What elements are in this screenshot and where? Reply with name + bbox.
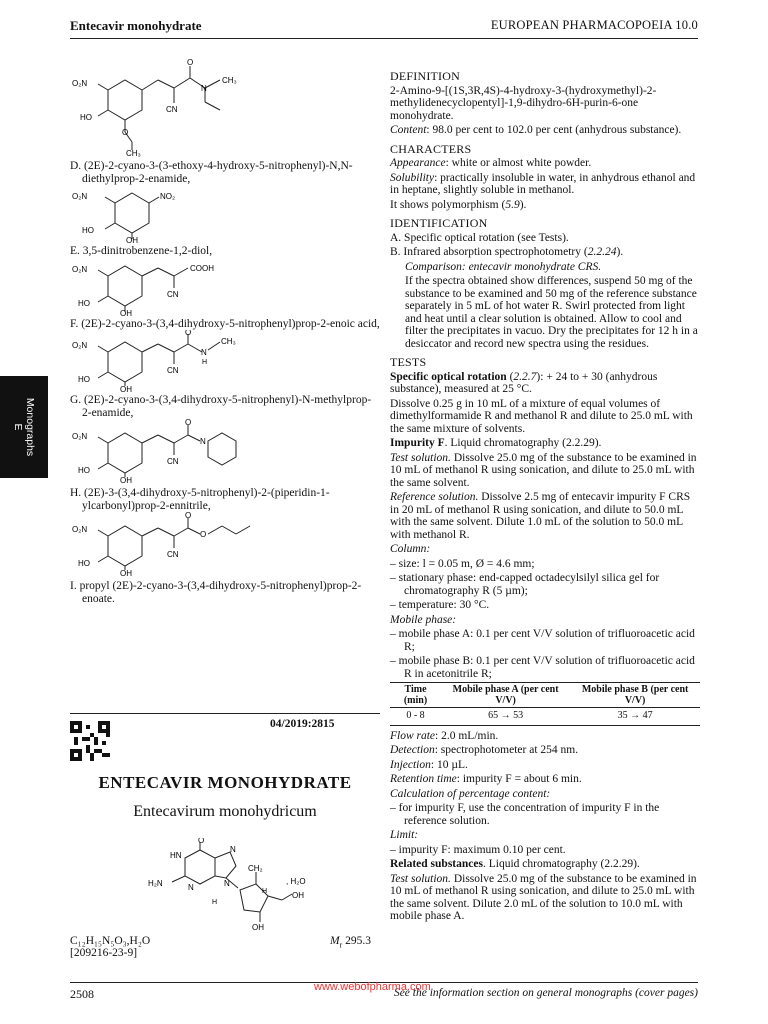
left-column [70, 58, 380, 605]
oh-label: OH [126, 236, 138, 243]
oh-label: OH [252, 923, 264, 930]
publication-title: EUROPEAN PHARMACOPOEIA 10.0 [490, 18, 698, 32]
comparison-text: : entecavir monohydrate CRS. [461, 260, 602, 273]
oh-label: OH [292, 891, 304, 900]
sor-dissolve: Dissolve 0.25 g in 10 mL of a mixture of equal volumes of dimethylformamide R and methanol R and dilute to 25.0 mL with the same mixture of solvents. [390, 397, 693, 435]
column-size: – size: l = 0.05 m, Ø = 4.6 mm; [390, 557, 535, 570]
content-label: Content [390, 124, 427, 136]
identification-b-ref[interactable]: 2.2.24 [587, 246, 617, 258]
structure-impurity-e [70, 185, 380, 243]
cooh-label: COOH [190, 263, 214, 273]
column-label: Column: [390, 543, 431, 555]
mr-value: 295.3 [342, 935, 372, 947]
right-column [390, 70, 700, 925]
injection-text: : 10 µL. [430, 758, 468, 771]
mr-subscript: r [339, 940, 343, 950]
n-label: N [230, 845, 236, 854]
impurity-i-caption: I. propyl (2E)-2-cyano-3-(3,4-dihydroxy-5-nitrophenyl)prop-2-enoate. [70, 580, 362, 605]
impurity-d-caption: D. (2E)-2-cyano-3-(3-ethoxy-4-hydroxy-5-nitrophenyl)-N,N-diethylprop-2-enamide, [70, 160, 353, 185]
ch3-label: CH₃ [126, 149, 141, 158]
section-tab-letter: E [12, 423, 24, 431]
cas-number: [209216-23-9] [70, 947, 138, 959]
calculation-item: – for impurity F, use the concentration of impurity F in the reference solution. [390, 802, 660, 827]
o-label: O [187, 58, 194, 67]
cn-label: CN [167, 366, 179, 375]
test-solution-related [390, 873, 700, 923]
mobile-phase-label-text: Mobile phase [390, 613, 453, 626]
related-substances-text: . Liquid chromatography (2.2.29). [482, 858, 640, 870]
oh-label: OH [120, 308, 132, 316]
flow-rate [390, 730, 700, 743]
footer-note: See the information section on general monographs (cover pages) [393, 987, 698, 999]
oh-label: OH [120, 569, 132, 578]
comparison-label: Comparison [405, 260, 462, 273]
sor-label: Specific optical rotation [390, 370, 507, 383]
test-solution-label: Test solution. [390, 451, 451, 464]
gradient-table [390, 682, 700, 726]
mobile-phase-a: – mobile phase A: 0.1 per cent V/V solution of trifluoroacetic acid R; [390, 628, 695, 653]
ho-label: HO [78, 298, 90, 308]
o2n-label: O₂N [72, 525, 88, 534]
structure-entecavir [140, 838, 340, 930]
n-label: N [200, 437, 206, 446]
comparison-line [405, 261, 700, 274]
table-row [390, 708, 700, 726]
n-label: N [224, 879, 230, 888]
monograph-latin-name: Entecavirum monohydricum [133, 803, 317, 820]
o2n-label: O₂N [72, 432, 88, 441]
appearance-label: Appearance [390, 157, 446, 169]
molecular-formula: C₁₂H₁₅N₅O₃,H₂O [70, 935, 151, 947]
polymorphism-ref[interactable]: 5.9 [505, 198, 520, 211]
oh-label: OH [120, 385, 132, 392]
nh-label: H [202, 359, 208, 366]
test-solution-text: Dissolve 25.0 mg of the substance to be examined in 10 mL of methanol R using sonication, and dilute to 25.0 mL with the same solvent. [390, 451, 697, 489]
section-tab-label: Monographs [24, 397, 36, 457]
o-label: O [185, 512, 192, 520]
impurity-f-label: Impurity F [390, 437, 445, 449]
o-label: O [200, 530, 207, 539]
o2n-label: O₂N [72, 192, 88, 201]
structure-impurity-i [70, 512, 380, 578]
no2-label: NO₂ [160, 192, 176, 201]
test-solution-related-text: Dissolve 25.0 mg of the substance to be examined in 10 mL of methanol R using sonication, and dilute to 25.0 mL with the same solvent. Dilute 2.0 mL of the solution to 10.0 mL with mobile phase A. [390, 872, 697, 922]
impurity-f-caption: F. (2E)-2-cyano-3-(3,4-dihydroxy-5-nitrophenyl)prop-2-enoic acid, [70, 317, 380, 330]
mobile-phase-label: Mobile phase: [390, 613, 457, 626]
content-line [390, 124, 700, 137]
ch3-label: CH₃ [221, 337, 236, 346]
page-number: 2508 [70, 987, 94, 1001]
solubility-line [390, 172, 700, 197]
sor-ref[interactable]: 2.2.7 [513, 370, 537, 383]
identification-b-close: ). [616, 246, 624, 258]
solubility-text: : practically insoluble in water, in anhydrous ethanol and in heptane, slightly soluble in methanol. [390, 171, 696, 196]
limit-label-text: Limit [390, 829, 415, 841]
polymorphism-text: It shows polymorphism ( [390, 198, 506, 211]
detection-label: Detection [390, 744, 435, 756]
retention-time-text: : impurity F = about 6 min. [456, 773, 582, 785]
calculation-label-text: Calculation of percentage content [390, 787, 547, 800]
header-rule [70, 38, 698, 39]
identification-a: A. Specific optical rotation (see Tests). [390, 231, 569, 244]
reference-solution-label: Reference solution. [390, 491, 479, 503]
related-substances-label: Related substances [390, 858, 483, 870]
limit-label: Limit: [390, 829, 419, 841]
cn-label: CN [167, 550, 179, 559]
definition-text: 2-Amino-9-[(1S,3R,4S)-4-hydroxy-3-(hydroxymethyl)-2-methylidenecyclopentyl]-1,9-dihydro-6H-purin-6-one monohydrate. [390, 84, 657, 122]
cn-label: CN [167, 289, 179, 299]
gradient-table-header [390, 683, 700, 708]
appearance-text: : white or almost white powder. [445, 157, 592, 169]
oh-label: OH [120, 476, 132, 485]
polymorphism-close: ). [519, 198, 527, 211]
ch3-label: CH₃ [222, 76, 237, 85]
ho-label: HO [78, 559, 90, 568]
calculation-label: Calculation of percentage content: [390, 787, 551, 800]
related-substances [390, 858, 700, 871]
structure-impurity-g [70, 330, 380, 392]
structure-impurity-f [70, 258, 380, 316]
h-label: H [212, 899, 218, 906]
ho-label: HO [78, 466, 90, 475]
o-label: O [185, 330, 192, 337]
running-title: Entecavir monohydrate [70, 18, 202, 33]
table-header-phase-b: Mobile phase B (per cent V/V) [570, 683, 700, 708]
o2n-label: O₂N [72, 79, 88, 88]
water-label: , H₂O [286, 877, 306, 886]
hn-label: HN [170, 851, 182, 860]
spectra-instructions: If the spectra obtained show differences, suspend 50 mg of the substance to be examined and 50 mg of the reference substance separately in 5 mL of hot water R. Swirl protected from light and heat until a clear solution is obtained. Allow to cool and filter the precipitates in vacuo. Dry the precipitates for 12 h in a desiccator and record new spectra using the residues. [405, 275, 698, 350]
flow-rate-label: Flow rate [390, 729, 436, 742]
cn-label: CN [166, 105, 178, 114]
retention-time-label: Retention time [390, 773, 457, 785]
limit-item: – impurity F: maximum 0.10 per cent. [390, 843, 566, 856]
o-label: O [185, 419, 192, 427]
impurity-f-text: . Liquid chromatography (2.2.29). [444, 437, 602, 449]
o2n-label: O₂N [72, 264, 88, 274]
mr-symbol: M [330, 935, 340, 947]
impurity-g-caption: G. (2E)-2-cyano-3-(3,4-dihydroxy-5-nitrophenyl)-N-methylprop-2-enamide, [70, 394, 372, 419]
tests-heading: TESTS [390, 355, 427, 369]
solubility-label: Solubility [390, 171, 435, 184]
structure-impurity-h [70, 419, 380, 485]
o-label: O [122, 128, 129, 137]
identification-b-text: B. Infrared absorption spectrophotometry ( [390, 246, 588, 258]
retention-time [390, 773, 700, 786]
table-cell-phase-a: 65 → 53 [441, 708, 570, 726]
ch2-label: CH₂ [248, 864, 263, 873]
sor-text: : + 24 to + 30 (anhydrous substance), measured at 25 °C. [390, 370, 658, 395]
ho-label: HO [80, 113, 92, 122]
ho-label: HO [82, 226, 94, 235]
flow-rate-text: : 2.0 mL/min. [435, 729, 499, 742]
o-label: O [198, 838, 205, 845]
n-label: N [201, 84, 207, 93]
column-label-text: Column [390, 543, 427, 555]
table-header-phase-a: Mobile phase A (per cent V/V) [441, 683, 570, 708]
h-label: H [262, 888, 268, 895]
table-header-time: Time (min) [390, 683, 441, 708]
test-solution [390, 452, 700, 490]
test-solution-related-label: Test solution. [390, 872, 451, 885]
n-label: N [201, 348, 207, 357]
definition-heading: DEFINITION [390, 69, 460, 83]
qr-code-icon[interactable] [70, 721, 110, 761]
h2n-label: H₂N [148, 879, 163, 888]
mobile-phase-b: – mobile phase B: 0.1 per cent V/V solution of trifluoroacetic acid R in acetonitrile R; [390, 655, 695, 680]
cn-label: CN [167, 457, 179, 466]
reference-solution-text: Dissolve 2.5 mg of entecavir impurity F CRS in 20 mL of methanol R using sonication, and dilute to 50.0 mL with the same solvent. Dilute 1.0 mL of the solution to 50.0 mL with methanol R. [390, 491, 691, 541]
content-text: : 98.0 per cent to 102.0 per cent (anhydrous substance). [426, 124, 682, 136]
detection-text: : spectrophotometer at 254 nm. [434, 744, 579, 756]
table-cell-time: 0 - 8 [390, 708, 441, 726]
appearance-line [390, 157, 700, 170]
injection [390, 759, 700, 772]
o2n-label: O₂N [72, 341, 88, 350]
characters-heading: CHARACTERS [390, 141, 472, 156]
detection [390, 744, 700, 757]
column-temperature: – temperature: 30 °C. [390, 599, 490, 611]
ho-label: HO [78, 375, 90, 384]
impurity-h-caption: H. (2E)-3-(3,4-dihydroxy-5-nitrophenyl)-2-(piperidin-1-ylcarbonyl)prop-2-ennitrile, [70, 487, 330, 512]
impurity-f-line [390, 437, 700, 450]
section-tab [0, 376, 48, 478]
table-cell-phase-b: 35 → 47 [570, 708, 700, 726]
impurity-e-caption: E. 3,5-dinitrobenzene-1,2-diol, [70, 245, 213, 257]
reference-solution [390, 491, 700, 541]
watermark: www.webofpharma.com [314, 981, 431, 993]
identification-heading: IDENTIFICATION [390, 216, 488, 230]
relative-molecular-mass [330, 935, 371, 949]
column-stationary-phase: – stationary phase: end-capped octadecylsilyl silica gel for chromatography R (5 µm); [390, 572, 660, 597]
polymorphism-line [390, 199, 700, 212]
monograph-title: ENTECAVIR MONOHYDRATE [98, 773, 352, 792]
injection-label: Injection [390, 758, 431, 771]
monograph-rule [70, 713, 380, 714]
specific-optical-rotation: Specific optical rotation (2.2.7): + 24 to + 30 (anhydrous substance), measured at 25 °C. [390, 370, 658, 395]
monograph-reference-code: 04/2019:2815 [270, 718, 335, 730]
identification-b [390, 246, 700, 259]
structure-impurity-d [70, 58, 380, 158]
n-label: N [188, 883, 194, 892]
